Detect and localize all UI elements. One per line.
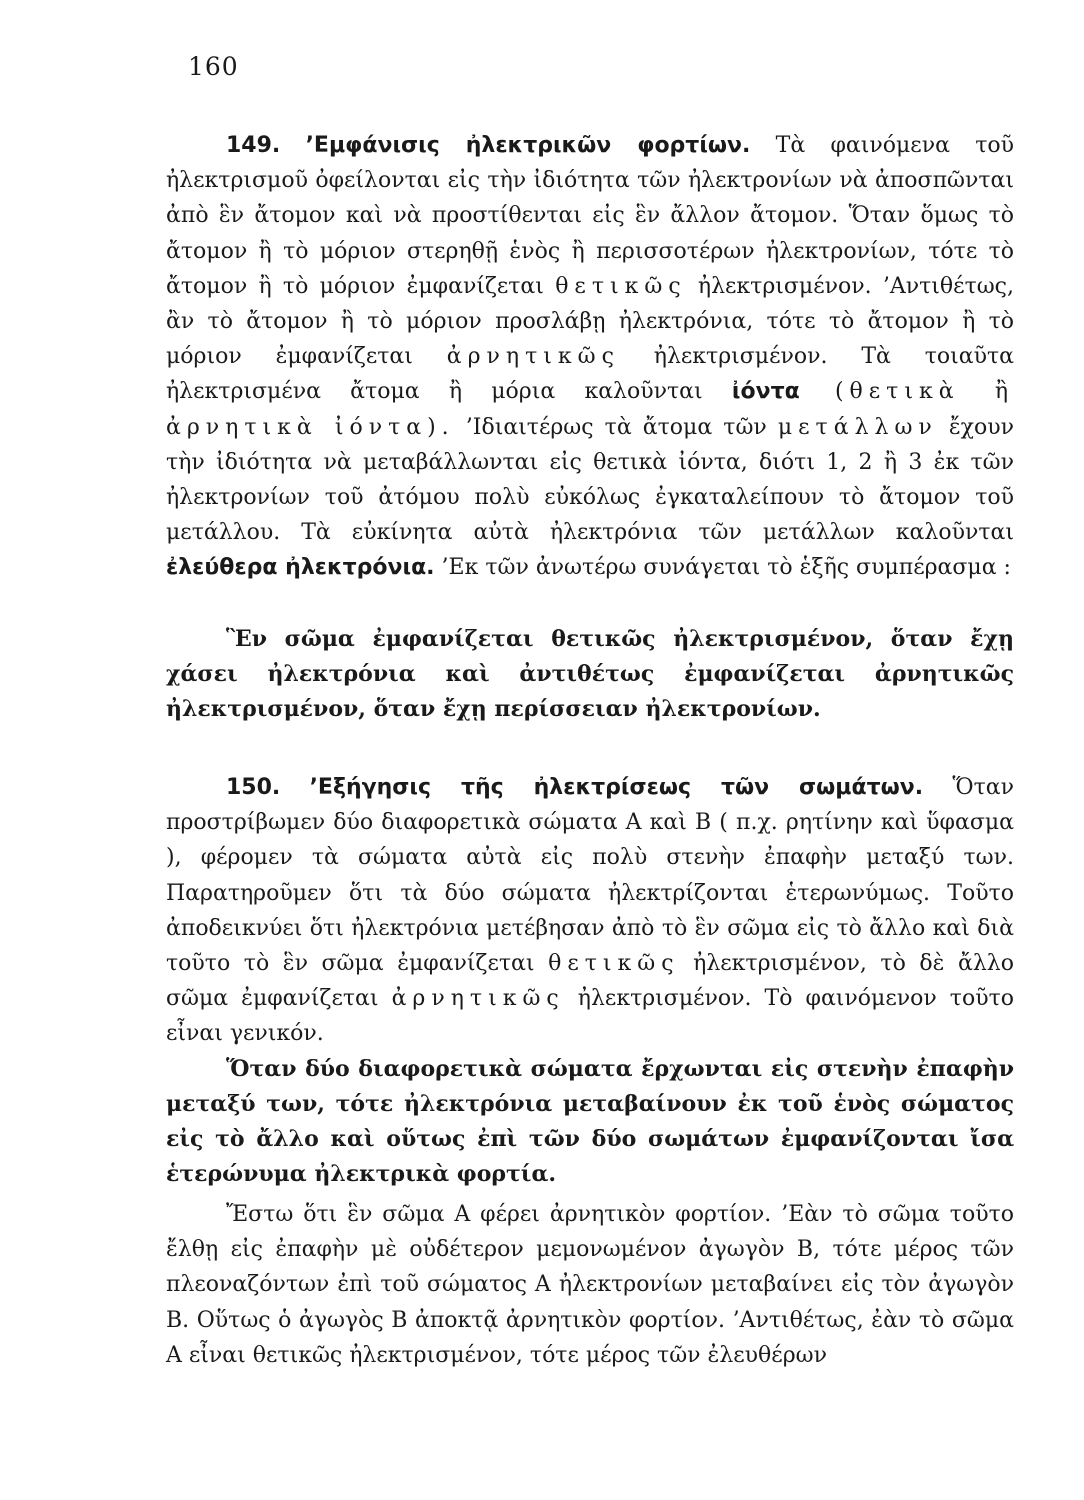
- section-149: [166, 128, 1014, 586]
- section-149-text-6: ’Εκ τῶν ἀνωτέρω συνάγεται τὸ ἑξῆς συμπέρασμα :: [434, 555, 1011, 581]
- section-150-number: 150.: [226, 775, 281, 800]
- section-149-rule-block: [166, 622, 1014, 727]
- section-150-title: ’Εξήγησις τῆς ἠλεκτρίσεως τῶν σωμάτων.: [309, 775, 924, 800]
- section-150-rule-block: [166, 1052, 1014, 1192]
- section-150-text-3: ἠλεκτρισμένον. Τὸ φαινόμενον τοῦτο εἶναι γενικόν.: [166, 986, 1014, 1047]
- section-150-continuation: Ἔστω ὅτι ἓν σῶμα Α φέρει ἀρνητικὸν φορτίον. ’Εὰν τὸ σῶμα τοῦτο ἔλθῃ εἰς ἐπαφὴν μὲ οὐδέτερον μεμονωμένον ἀγωγὸν Β, τότε μέρος τῶν πλεοναζόντων ἐπὶ τοῦ σώματος Α ἠλεκτρονίων μεταβαίνει εἰς τὸν ἀγωγὸν Β. Οὕτως ὁ ἀγωγὸς Β ἀποκτᾷ ἀρνητικὸν φορτίον. ’Αντιθέτως, ἐὰν τὸ σῶμα Α εἶναι θετικῶς ἠλεκτρισμένον, τότε μέρος τῶν ἐλευθέρων: [166, 1202, 1014, 1368]
- section-149-number: 149.: [226, 133, 281, 158]
- section-150-continuation-block: [166, 1197, 1014, 1373]
- term-free-electrons: ἐλεύθερα ἠλεκτρόνια.: [166, 555, 435, 581]
- section-149-text-5: ἔχουν τὴν ἰδιότητα νὰ μεταβάλλωνται εἰς θετικὰ ἰόντα, διότι 1, 2 ἢ 3 ἐκ τῶν ἠλεκτρονίων τοῦ ἀτόμου πολὺ εὐκόλως ἐγκαταλείπουν τὸ ἄτομον τοῦ μετάλλου. Τὰ εὐκίνητα αὐτὰ ἠλεκτρόνια τῶν μετάλλων καλοῦνται: [166, 414, 1014, 546]
- section-149-paragraph: [166, 128, 1014, 586]
- section-150-paragraph: [166, 770, 1014, 1052]
- section-149-text-1: Τὰ φαινόμενα τοῦ ἠλεκτρισμοῦ ὀφείλονται εἰς τὴν ἰδιότητα τῶν ἠλεκτρονίων νὰ ἀποσπῶνται ἀπὸ ἓν ἄτομον καὶ νὰ προστίθενται εἰς ἓν ἄλλον ἄτομον. Ὅταν ὅμως τὸ ἄτομον ἢ τὸ μόριον στερηθῇ ἑνὸς ἢ περισσοτέρων ἠλεκτρονίων, τότε τὸ ἄτομον ἢ τὸ μόριον ἐμφανίζεται: [166, 133, 1014, 299]
- term-ions: ἰόντα: [731, 379, 800, 405]
- section-149-ions-parenthetical: (θετικὰ ἢ ἀρνητικὰ ἰόντα).: [166, 379, 1014, 440]
- section-150: [166, 770, 1014, 1052]
- section-149-emphasis-metals: μετάλλων: [777, 414, 938, 440]
- section-149-title: ’Εμφάνισις ἠλεκτρικῶν φορτίων.: [305, 133, 751, 158]
- section-149-text-3: ἠλεκτρισμένον. Τὰ τοιαῦτα ἠλεκτρισμένα ἄτομα ἢ μόρια καλοῦνται: [166, 344, 1015, 405]
- section-149-rule: Ἓν σῶμα ἐμφανίζεται θετικῶς ἠλεκτρισμένον, ὅταν ἔχῃ χάσει ἠλεκτρόνια καὶ ἀντιθέτως ἐμφανίζεται ἀρνητικῶς ἠλεκτρισμένον, ὅταν ἔχῃ περίσσειαν ἠλεκτρονίων.: [166, 626, 1014, 722]
- section-149-text-4: ’Ιδιαιτέρως τὰ ἄτομα τῶν: [454, 414, 778, 440]
- section-150-emphasis-positive: θετικῶς: [548, 951, 680, 977]
- section-150-rule: Ὅταν δύο διαφορετικὰ σώματα ἔρχωνται εἰς στενὴν ἐπαφὴν μεταξύ των, τότε ἠλεκτρόνια μεταβαίνουν ἐκ τοῦ ἑνὸς σώματος εἰς τὸ ἄλλο καὶ οὕτως ἐπὶ τῶν δύο σωμάτων ἐμφανίζονται ἴσα ἑτερώνυμα ἠλεκτρικὰ φορτία.: [166, 1056, 1014, 1187]
- section-149-emphasis-positive: θετικῶς: [555, 273, 687, 299]
- page-number: 160: [188, 52, 239, 81]
- section-150-text-2: ἠλεκτρισμένον, τὸ δὲ ἄλλο σῶμα ἐμφανίζεται: [166, 951, 1014, 1012]
- section-150-emphasis-negative: ἀρνητικῶς: [391, 986, 565, 1012]
- section-149-text-2: ἠλεκτρισμένον. ’Αντιθέτως, ἂν τὸ ἄτομον ἢ τὸ μόριον προσλάβῃ ἠλεκτρόνια, τότε τὸ ἄτομον ἢ τὸ μόριον ἐμφανίζεται: [166, 273, 1014, 370]
- section-150-text-1: Ὅταν προστρίβωμεν δύο διαφορετικὰ σώματα Α καὶ Β ( π.χ. ρητίνην καὶ ὕφασμα ), φέρομεν τὰ σώματα αὐτὰ εἰς πολὺ στενὴν ἐπαφὴν μεταξύ των. Παρατηροῦμεν ὅτι τὰ δύο σώματα ἠλεκτρίζονται ἑτερωνύμως. Τοῦτο ἀποδεικνύει ὅτι ἠλεκτρόνια μετέβησαν ἀπὸ τὸ ἓν σῶμα εἰς τὸ ἄλλο καὶ διὰ τοῦτο τὸ ἓν σῶμα ἐμφανίζεται: [166, 775, 1014, 977]
- section-149-emphasis-negative: ἀρνητικῶς: [446, 344, 620, 370]
